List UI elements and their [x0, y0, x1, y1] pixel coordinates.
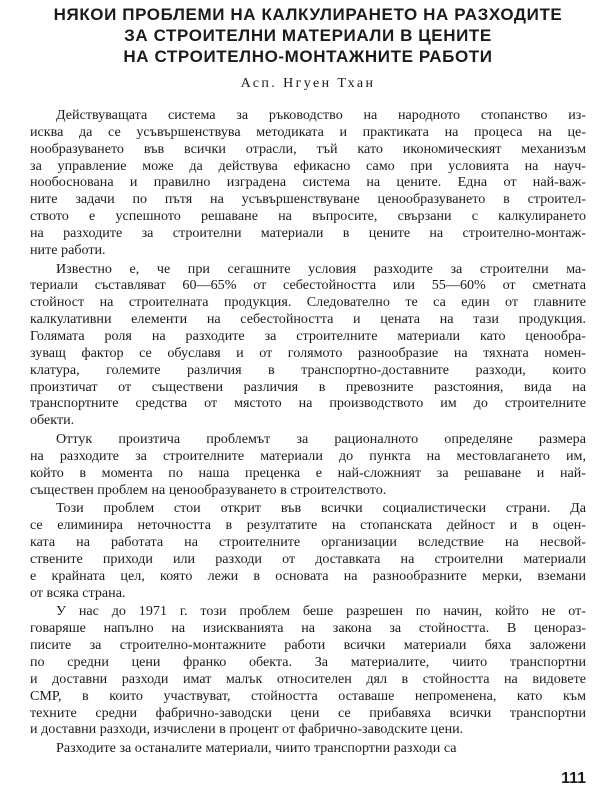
- text-line: ството е успешното решаване на въпросите, свързани с калкулирането: [30, 208, 586, 225]
- text-line: ствените приходи или разходи от доставката на строителни материали: [30, 550, 586, 567]
- text-line: Известно е, че при сегашните условия разходите за строителни ма-: [56, 260, 586, 277]
- text-line: за управление може да действува ефикасно само при условията на науч-: [30, 157, 586, 174]
- text-line: техните средни фабрично-заводски цени се прибавяха всички транспортни: [30, 704, 586, 721]
- article-body: [30, 107, 586, 757]
- text-line: клатура, големите различия в транспортно-доставните разходи, които: [30, 361, 586, 378]
- text-line: нообразуването във всички отрасли, тъй като икономическият механизъм: [30, 140, 586, 157]
- title-line: ЗА СТРОИТЕЛНИ МАТЕРИАЛИ В ЦЕНИТЕ: [124, 26, 492, 45]
- text-line: Разходите за останалите материали, чиито транспортни разходи са: [56, 740, 457, 757]
- text-line: нообоснована и правилно изградена система на цените. Една от най-важ-: [30, 174, 586, 191]
- author-byline: Асп. Нгуен Тхан: [240, 76, 376, 91]
- text-line: и доставни разходи имат малък относителен дял в стойността на видовете: [30, 670, 586, 687]
- text-line: транспортните средства от мястото на производството им до строителните: [30, 395, 586, 412]
- text-line: Голямата роля на разходите за строителните материали като ценообра-: [30, 327, 586, 344]
- page-number: 111: [561, 770, 586, 787]
- body-paragraph: [30, 740, 586, 757]
- text-line: и доставни разходи, изчислени в процент от фабрично-заводските цени.: [30, 721, 464, 738]
- text-line: СМР, в които участвуват, стойността оставаше непроменена, като към: [30, 687, 586, 704]
- text-line: ните работи.: [30, 241, 106, 258]
- text-line: по средни цени франко обекта. За материалите, чиито транспортни: [30, 654, 586, 670]
- text-line: ните задачи по пътя на усъвършенствуване ценообразуването в строител-: [30, 191, 586, 208]
- text-line: исква да се усъвършенствува методиката и практиката на процеса на це-: [30, 123, 586, 140]
- text-line: произтичат от съществени различия в превозните разстояния, вида на: [30, 378, 586, 395]
- text-line: Оттук произтича проблемът за рационалното определяне размера: [56, 431, 586, 448]
- text-line: от всяка страна.: [30, 584, 126, 601]
- text-line: на разходите за строителните материали до пункта на местовлагането им,: [30, 447, 586, 464]
- text-line: калкулативни елементи на себестойността и цената на тази продукция.: [30, 311, 586, 328]
- title-line: НЯКОИ ПРОБЛЕМИ НА КАЛКУЛИРАНЕТО НА РАЗХОДИТЕ: [53, 5, 563, 24]
- text-line: е крайната цел, която лежи в основата на разнообразните мерки, вземани: [30, 567, 586, 584]
- text-line: Този проблем стои открит във всички социалистически страни. Да: [56, 500, 586, 517]
- text-line: зуващ фактор се обуславя и от голямото разнообразие на тяхната номен-: [30, 344, 586, 361]
- article-title: [30, 4, 586, 67]
- text-line: писите за строително-монтажните работи всички материали бяха заложени: [30, 637, 586, 654]
- body-paragraph: [30, 261, 586, 429]
- text-line: ката на работата на строителните организации вследствие на несвой-: [30, 534, 586, 551]
- title-line: НА СТРОИТЕЛНО-МОНТАЖНИТЕ РАБОТИ: [123, 47, 493, 66]
- body-paragraph: [30, 500, 586, 601]
- text-line: У нас до 1971 г. този проблем беше разрешен по начин, който не от-: [56, 603, 586, 620]
- text-line: териали съставляват 60—65% от себестойността или 55—60% от сметната: [30, 277, 586, 294]
- text-line: се елиминира неточността в резултатите на стопанската дейност и в оцен-: [30, 517, 586, 534]
- text-line: който в момента по наша преценка е най-сложният за решаване и най-: [30, 464, 586, 481]
- text-line: Действуващата система за ръководство на народното стопанство из-: [56, 107, 586, 123]
- text-line: съществен проблем на ценообразуването в строителството.: [30, 481, 387, 498]
- text-line: обекти.: [30, 412, 75, 429]
- text-line: на разходите за строителни материали в цените на строително-монтаж-: [30, 224, 586, 241]
- body-paragraph: [30, 431, 586, 498]
- body-paragraph: [30, 603, 586, 738]
- body-paragraph: [30, 107, 586, 259]
- text-line: говаряше напълно на изискванията на закона за стойността. В ценораз-: [30, 620, 586, 637]
- text-line: стойност на строителната продукция. Следователно те са един от главните: [30, 294, 586, 311]
